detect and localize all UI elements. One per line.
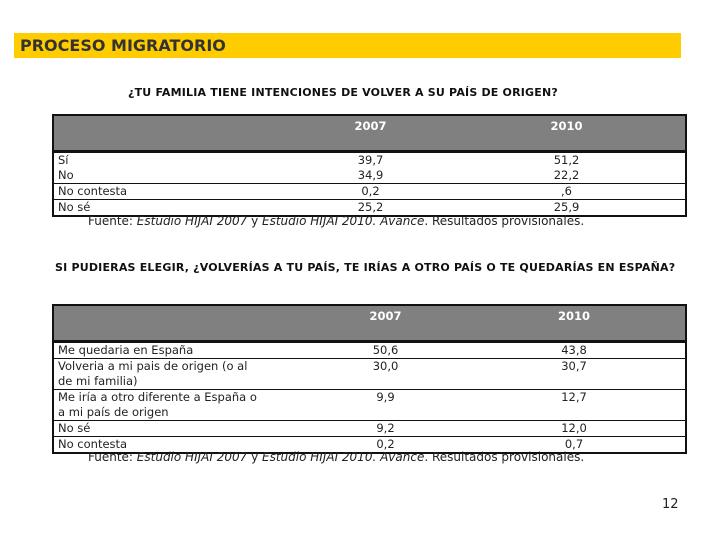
value-2007: 34,9 bbox=[357, 168, 384, 182]
table-row bbox=[53, 359, 686, 390]
value-2007: 30,0 bbox=[308, 359, 463, 390]
section-banner bbox=[14, 33, 681, 58]
table-row bbox=[53, 184, 686, 200]
row-label: Me quedaria en España bbox=[53, 342, 308, 359]
value-2010: 12,0 bbox=[463, 421, 686, 437]
source-and: y bbox=[247, 450, 262, 464]
source-study-2: Estudio HIJAI 2010. Avance bbox=[262, 214, 425, 228]
source-study-1: Estudio HIJAI 2007 bbox=[136, 450, 248, 464]
row-label: No contesta bbox=[53, 437, 308, 454]
table-row bbox=[53, 152, 686, 184]
table-row bbox=[53, 342, 686, 359]
table-preference bbox=[52, 304, 687, 454]
source-suffix: . Resultados provisionales. bbox=[424, 214, 585, 228]
table-row bbox=[53, 390, 686, 421]
source-prefix: Fuente: bbox=[88, 450, 137, 464]
source-suffix: . Resultados provisionales. bbox=[424, 450, 585, 464]
table-row bbox=[53, 421, 686, 437]
section-title: PROCESO MIGRATORIO bbox=[20, 36, 226, 55]
value-2010: ,6 bbox=[448, 184, 686, 200]
row-label: No bbox=[58, 168, 74, 182]
row-label: Volveria a mi pais de origen (o al de mi familia) bbox=[53, 359, 308, 390]
col-header-2007: 2007 bbox=[293, 115, 448, 152]
page-number: 12 bbox=[662, 497, 679, 512]
source-prefix: Fuente: bbox=[88, 214, 137, 228]
row-label: No sé bbox=[53, 421, 308, 437]
question-1: ¿TU FAMILIA TIENE INTENCIONES DE VOLVER A SU PAÍS DE ORIGEN? bbox=[128, 86, 558, 99]
value-2010: 0,7 bbox=[463, 437, 686, 454]
col-header bbox=[53, 305, 308, 342]
value-2010: 43,8 bbox=[463, 342, 686, 359]
value-2007: 0,2 bbox=[308, 437, 463, 454]
col-header-2010: 2010 bbox=[448, 115, 686, 152]
question-2: SI PUDIERAS ELEGIR, ¿VOLVERÍAS A TU PAÍS, TE IRÍAS A OTRO PAÍS O TE QUEDARÍAS EN ESPAÑA? bbox=[55, 261, 676, 274]
source-and: y bbox=[247, 214, 262, 228]
col-header bbox=[53, 115, 293, 152]
value-2007: 39,7 bbox=[357, 153, 384, 167]
value-2010: 51,2 bbox=[553, 153, 580, 167]
row-label: Sí bbox=[58, 153, 69, 167]
value-2007: 9,2 bbox=[308, 421, 463, 437]
row-label: No contesta bbox=[53, 184, 293, 200]
value-2010: 22,2 bbox=[553, 168, 580, 182]
source-study-1: Estudio HIJAI 2007 bbox=[136, 214, 248, 228]
source-note-1 bbox=[88, 214, 584, 228]
source-study-2: Estudio HIJAI 2010. Avance bbox=[262, 450, 425, 464]
source-note-2 bbox=[88, 450, 584, 464]
value-2007: 50,6 bbox=[308, 342, 463, 359]
value-2010: 30,7 bbox=[463, 359, 686, 390]
col-header-2010: 2010 bbox=[463, 305, 686, 342]
value-2007: 25,2 bbox=[293, 200, 448, 217]
row-label: Me iría a otro diferente a España o a mi país de origen bbox=[53, 390, 308, 421]
row-label: No sé bbox=[53, 200, 293, 217]
value-2007: 0,2 bbox=[293, 184, 448, 200]
value-2007: 9,9 bbox=[308, 390, 463, 421]
col-header-2007: 2007 bbox=[308, 305, 463, 342]
table-family-return bbox=[52, 114, 687, 217]
value-2010: 12,7 bbox=[463, 390, 686, 421]
value-2010: 25,9 bbox=[448, 200, 686, 217]
